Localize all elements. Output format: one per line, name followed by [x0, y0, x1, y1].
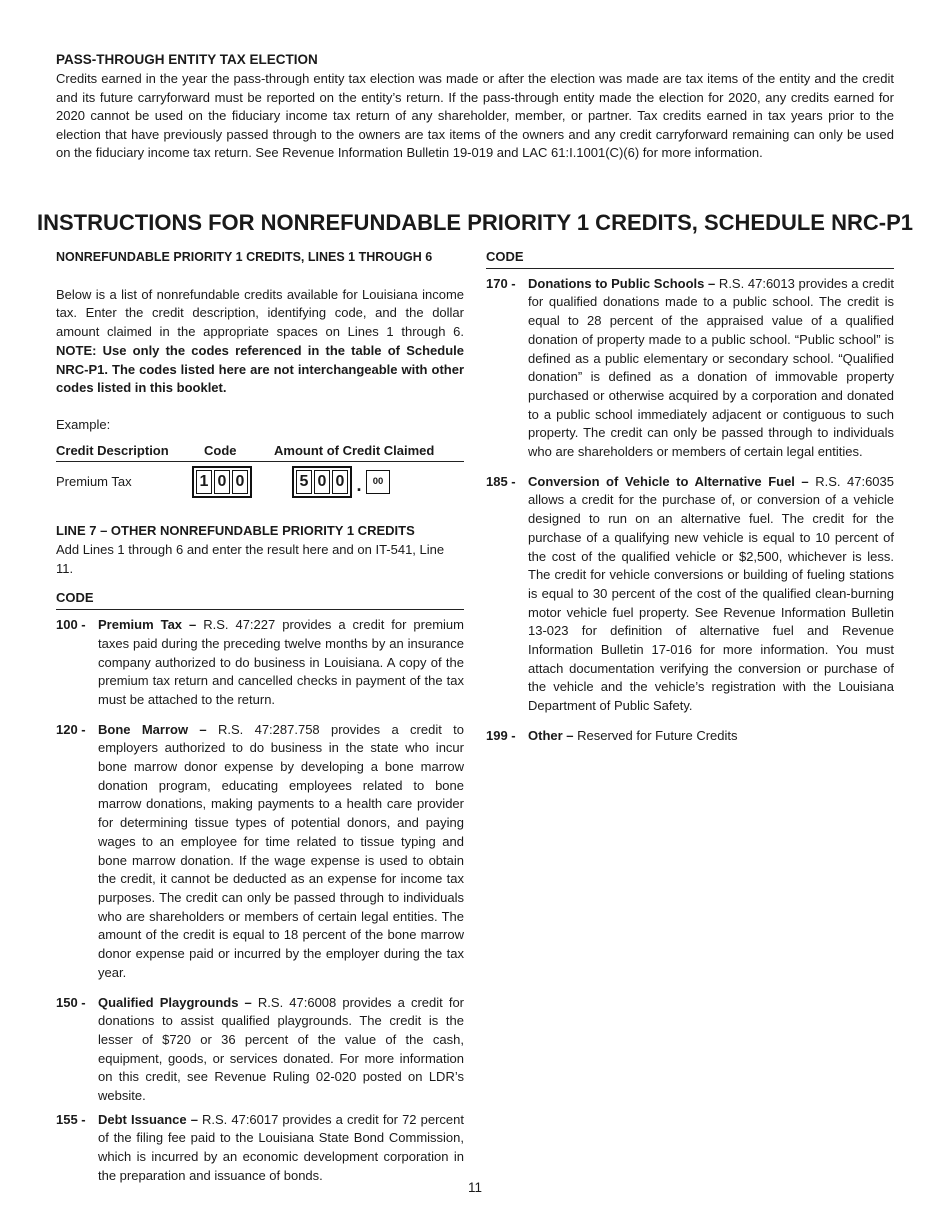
code-term: Other –: [528, 727, 574, 743]
code-description: R.S. 47:6017 provides a credit for 72 percent of the filing fee paid to the Louisiana State Bond Commission, which is incurred by an economic development corporation in the preparation and issuance of bonds.: [98, 1111, 464, 1183]
example-code-box: [192, 466, 252, 498]
code-description: Reserved for Future Credits: [573, 727, 738, 743]
intro-plain: Below is a list of nonrefundable credits available for Louisiana income tax. Enter the credit description, identifying code, and the dollar amount claimed in the appropriate spaces on Lines 1 through 6.: [56, 286, 464, 340]
code-item-185: [486, 473, 894, 716]
code-term: Debt Issuance –: [98, 1111, 198, 1127]
right-column: [486, 248, 894, 746]
heading-rest: ONREFUNDABLE PRIORITY 1 CREDITS, LINES 1 THROUGH 6: [65, 250, 433, 264]
lines-intro: [56, 286, 464, 398]
col-code: Code: [204, 442, 237, 458]
page-number: 11: [467, 1180, 482, 1195]
example-label: Example:: [56, 416, 111, 432]
lines-section-heading: [56, 248, 464, 267]
code-term: Bone Marrow –: [98, 721, 207, 737]
code-heading-left: CODE: [56, 589, 464, 610]
code-text: [528, 275, 894, 462]
code-text: [528, 727, 894, 746]
code-item-199: [486, 727, 894, 746]
code-text: [528, 473, 894, 716]
code-item-100: [56, 616, 464, 710]
code-number: 185 -: [486, 473, 516, 489]
code-item-120: [56, 721, 464, 983]
example-description: Premium Tax: [56, 473, 132, 489]
example-cents-box: 00: [366, 470, 390, 494]
code-term: Qualified Playgrounds –: [98, 994, 252, 1010]
code-number: 170 -: [486, 275, 516, 291]
code-item-170: [486, 275, 894, 462]
pass-through-heading: PASS-THROUGH ENTITY TAX ELECTION: [56, 52, 318, 67]
code-digit: 0: [232, 470, 248, 494]
example-amount-box: [292, 466, 352, 498]
example-table-header: [56, 442, 464, 463]
code-number: 120 -: [56, 721, 86, 737]
code-description: R.S. 47:6013 provides a credit for qualified donations made to a public school. The credit is equal to 28 percent of the appraised value of a qualified donation of property made to a public school. “Public school” is defined as a public elementary or secondary school. “Qualified donation” is defined as a donation of immovable property purchased or otherwise acquired by a corporation and donated to a public school immediately adjacent or contiguous to such property. The credit can only be passed through to individuals who are shareholders or members of certain legal entities.: [528, 275, 894, 460]
code-text: [98, 1111, 464, 1186]
code-number: 100 -: [56, 617, 86, 633]
code-item-150: [56, 994, 464, 1106]
amount-digit: 0: [332, 470, 348, 494]
code-digit: 1: [196, 470, 212, 494]
code-number: 150 -: [56, 994, 86, 1010]
page-title: INSTRUCTIONS FOR NONREFUNDABLE PRIORITY 1 CREDITS, SCHEDULE NRC-P1: [37, 210, 913, 235]
heading-initial: N: [56, 250, 66, 264]
code-number: 155 -: [56, 1111, 86, 1127]
line7-heading: LINE 7 – OTHER NONREFUNDABLE PRIORITY 1 CREDITS: [56, 523, 415, 539]
code-text: [98, 994, 464, 1106]
code-heading-right: CODE: [486, 248, 894, 269]
code-item-155: [56, 1111, 464, 1186]
col-amount: Amount of Credit Claimed: [274, 442, 435, 458]
pass-through-body: Credits earned in the year the pass-through entity tax election was made or after the election was made are tax items of the entity and the credit and its future carryforward must be reported on the entity’s return. If the pass-through entity made the election for 2020, any credits earned for 2020 cannot be used on the fiduciary income tax return of any shareholder, member, or partner. Tax credits earned in tax years prior to the election that have previously passed through to the owners are tax items of the owners and any credit carryforward remaining can only be used on the fiduciary income tax return. See Revenue Information Bulletin 19-019 and LAC 61:I.1001(C)(6) for more information.: [56, 71, 894, 160]
code-description: R.S. 47:227 provides a credit for premium taxes paid during the preceding twelve months by an insurance company authorized to do business in Louisiana. A copy of the premium tax return and cancelled checks in payment of the tax must be attached to the return.: [98, 617, 464, 707]
code-term: Premium Tax –: [98, 617, 197, 633]
code-description: R.S. 47:6008 provides a credit for donations to assist qualified playgrounds. The credit is the lesser of $720 or 36 percent of the value of the cash, equipment, goods, or services donated. For more information on this credit, see Revenue Ruling 02-020 posted on LDR’s website.: [98, 994, 464, 1104]
intro-note: NOTE: Use only the codes referenced in the table of Schedule NRC-P1. The codes listed here are not interchangeable with other codes listed in this booklet.: [56, 342, 464, 396]
code-term: Conversion of Vehicle to Alternative Fuel –: [528, 473, 809, 489]
code-text: [98, 616, 464, 710]
amount-digit: 0: [314, 470, 330, 494]
left-column: [56, 248, 464, 1186]
code-description: R.S. 47:6035 allows a credit for the purchase of, or conversion of a vehicle designed to run on an alternative fuel. The credit for the purchase of a qualifying new vehicle is equal to 10 percent of the cost of the qualified vehicle or $2,500, whichever is less. The credit for vehicle conversions or building of fueling stations is equal to 30 percent of the cost of the qualified clean-burning motor vehicle fuel property. See Revenue Information Bulletin 13-023 for definition of alternative fuel and Revenue Information Bulletin 17-016 for more information. You must attach documentation verifying the conversion or purchase of the vehicle and the vehicle’s registration with the Louisiana Department of Public Safety.: [528, 473, 894, 714]
decimal-point: .: [356, 474, 362, 495]
code-term: Donations to Public Schools –: [528, 275, 716, 291]
code-description: R.S. 47:287.758 provides a credit to employers authorized to do business in the state who incur bone marrow donor expense by developing a bone marrow donation program, educating employees related to bone marrow donations, making payments to a health care provider for determining tissue types of potential donors, and paying wages to an employee for time related to tissue typing and bone marrow donation. If the wage expense is used to obtain the credit, it cannot be deducted as an expense for income tax purposes. The credit can only be passed through to individuals who are shareholders or members of certain legal entities. The amount of the credit is equal to 18 percent of the bone marrow donor expense paid or incurred by the employer during the tax year.: [98, 721, 465, 980]
example-row: [56, 462, 464, 502]
col-credit-description: Credit Description: [56, 442, 169, 458]
code-number: 199 -: [486, 727, 516, 743]
code-text: [98, 721, 464, 983]
amount-digit: 5: [296, 470, 312, 494]
code-digit: 0: [214, 470, 230, 494]
line7-body: Add Lines 1 through 6 and enter the result here and on IT-541, Line 11.: [56, 542, 445, 576]
